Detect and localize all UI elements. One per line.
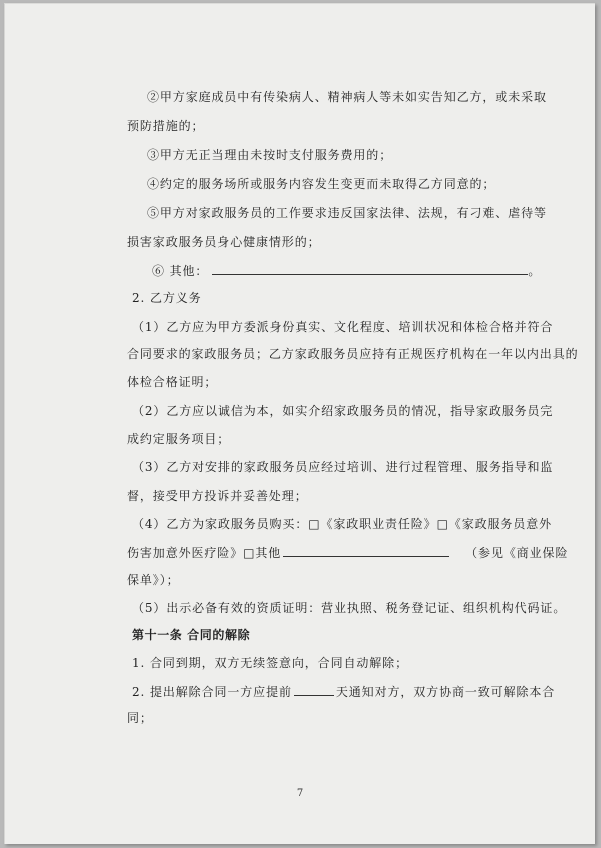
clause-item-2: ②甲方家庭成员中有传染病人、精神病人等未如实告知乙方，或未采取 — [147, 90, 547, 104]
other-blank — [212, 263, 528, 275]
clause-item-2-cont: 预防措施的； — [127, 119, 205, 133]
notice-days-blank — [294, 684, 334, 696]
page-number: 7 — [296, 788, 304, 799]
clause-item-3: ③甲方无正当理由未按时支付服务费用的； — [147, 148, 393, 162]
article-11-heading: 第十一条 合同的解除 — [132, 628, 251, 642]
termination-item-2-cont: 同； — [127, 711, 153, 725]
termination-item-2-text: 2. 提出解除合同一方应提前 — [132, 685, 292, 699]
clause-item-6 — [152, 263, 541, 278]
party-b-duty-3-cont: 督，接受甲方投诉并妥善处理； — [127, 489, 308, 503]
party-b-duty-1: （1）乙方应为甲方委派身份真实、文化程度、培训状况和体检合格并符合 — [132, 320, 554, 334]
party-b-duty-4-cont — [127, 545, 568, 560]
party-b-duty-1-cont: 合同要求的家政服务员；乙方家政服务员应持有正规医疗机构在一年以内出具的 — [127, 347, 579, 361]
party-b-duty-1-cont2: 体检合格证明； — [127, 375, 218, 389]
termination-item-2-text-end: 天通知对方，双方协商一致可解除本合 — [335, 685, 556, 699]
clause-item-6-end: 。 — [528, 264, 542, 278]
party-b-duty-3: （3）乙方对安排的家政服务员应经过培训、进行过程管理、服务指导和监 — [132, 460, 554, 474]
insurance-other-blank — [283, 545, 449, 557]
insurance-text: 伤害加意外医疗险》□其他 — [127, 546, 282, 560]
party-b-duty-2: （2）乙方应以诚信为本，如实介绍家政服务员的情况，指导家政服务员完 — [132, 404, 554, 418]
termination-item-2 — [132, 684, 555, 699]
document-page — [4, 3, 595, 844]
insurance-reference: （参见《商业保险 — [465, 546, 569, 560]
clause-item-6-label: ⑥ 其他： — [152, 264, 209, 278]
section-heading-party-b: 2. 乙方义务 — [132, 291, 202, 305]
party-b-duty-5: （5）出示必备有效的资质证明：营业执照、税务登记证、组织机构代码证。 — [132, 601, 567, 615]
clause-item-4: ④约定的服务场所或服务内容发生变更而未取得乙方同意的； — [147, 177, 496, 191]
clause-item-5-cont: 损害家政服务员身心健康情形的； — [127, 235, 321, 249]
party-b-duty-4: （4）乙方为家政服务员购买：□《家政职业责任险》□《家政服务员意外 — [132, 517, 553, 531]
termination-item-1: 1. 合同到期，双方无续签意向，合同自动解除； — [132, 656, 408, 670]
party-b-duty-4-cont2: 保单》）； — [127, 573, 180, 587]
party-b-duty-2-cont: 成约定服务项目； — [127, 432, 231, 446]
clause-item-5: ⑤甲方对家政服务员的工作要求违反国家法律、法规，有刁难、虐待等 — [147, 206, 547, 220]
